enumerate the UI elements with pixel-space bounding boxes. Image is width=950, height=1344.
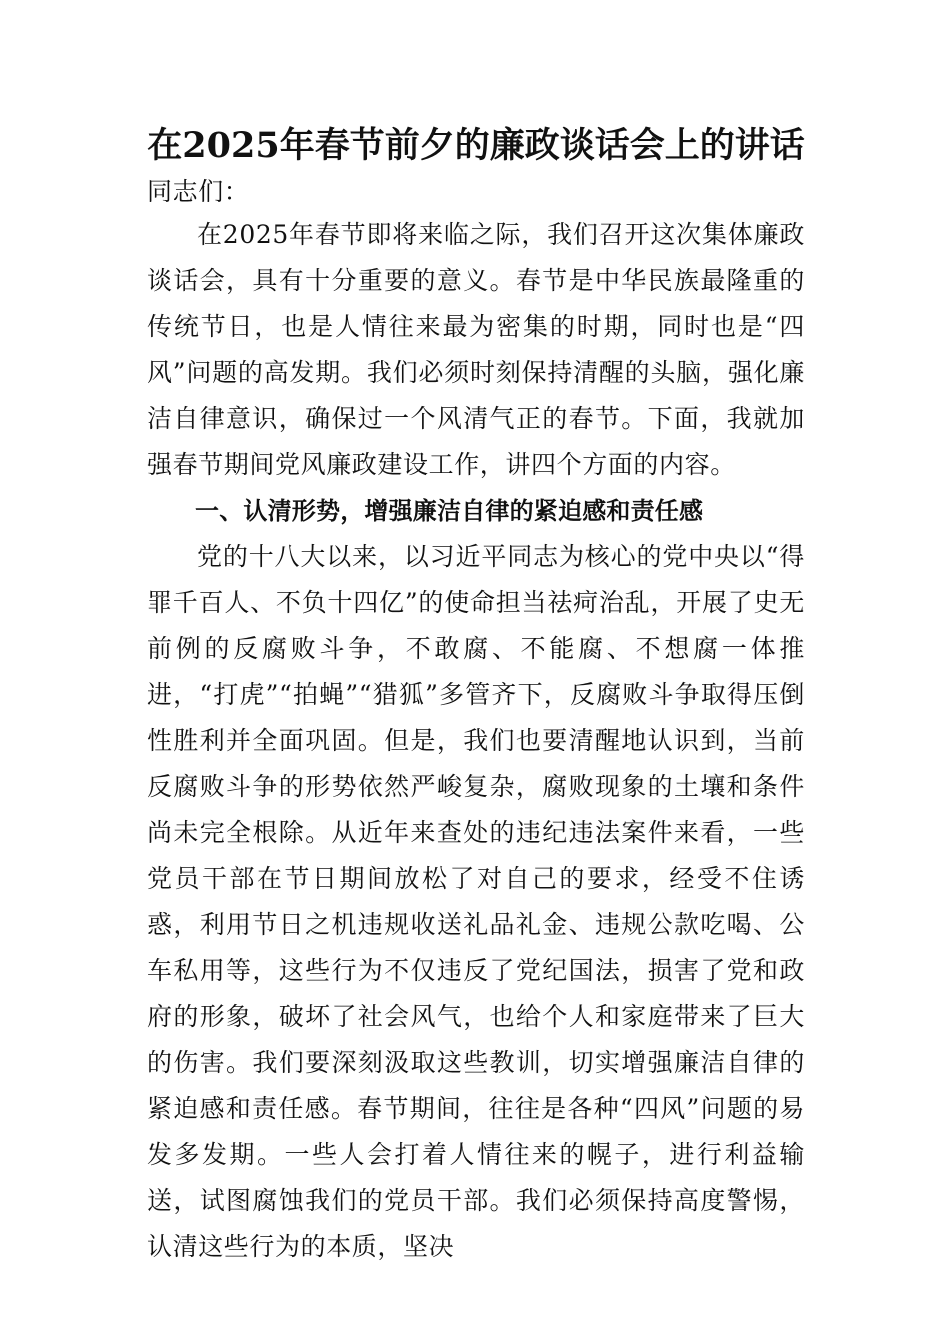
section-1-paragraph: 党的十八大以来，以习近平同志为核心的党中央以“得罪千百人、不负十四亿”的使命担当祛疴治乱，开展了史无前例的反腐败斗争，不敢腐、不能腐、不想腐一体推进，“打虎”“拍蝇”“猎狐”多管齐下，反腐败斗争取得压倒性胜利并全面巩固。但是，我们也要清醒地认识到，当前反腐败斗争的形势依然严峻复杂，腐败现象的土壤和条件尚未完全根除。从近年来查处的违纪违法案件来看，一些党员干部在节日期间放松了对自己的要求，经受不住诱惑，利用节日之机违规收送礼品礼金、违规公款吃喝、公车私用等，这些行为不仅违反了党纪国法，损害了党和政府的形象，破坏了社会风气，也给个人和家庭带来了巨大的伤害。我们要深刻汲取这些教训，切实增强廉洁自律的紧迫感和责任感。春节期间，往往是各种“四风”问题的易发多发期。一些人会打着人情往来的幌子，进行利益输送，试图腐蚀我们的党员干部。我们必须保持高度警惕，认清这些行为的本质，坚决 (147, 542, 805, 1261)
greeting: 同志们： (147, 177, 250, 206)
intro-paragraph: 在2025年春节即将来临之际，我们召开这次集体廉政谈话会，具有十分重要的意义。春节是中华民族最隆重的传统节日，也是人情往来最为密集的时期，同时也是“四风”问题的高发期。我们必须时刻保持清醒的头脑，强化廉洁自律意识，确保过一个风清气正的春节。下面，我就加强春节期间党风廉政建设工作，讲四个方面的内容。 (147, 220, 805, 479)
document-page (147, 120, 805, 1270)
document-title: 在2025年春节前夕的廉政谈话会上的讲话 (147, 125, 805, 166)
section-1-heading: 一、认清形势，增强廉洁自律的紧迫感和责任感 (195, 497, 704, 525)
